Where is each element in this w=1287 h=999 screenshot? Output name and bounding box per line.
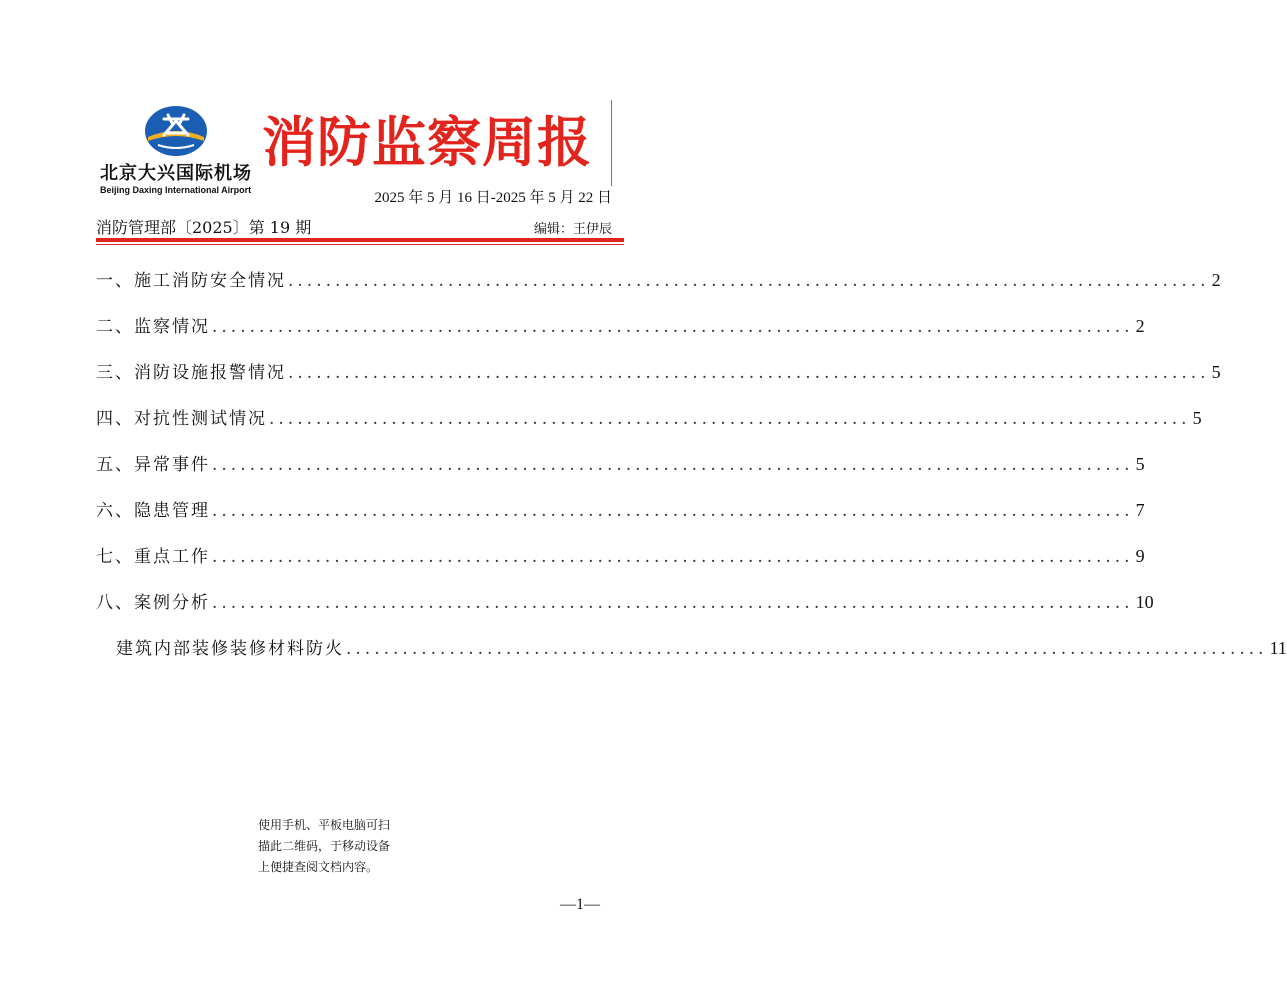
- toc-leader-dots: ..................................................................................................: [212, 501, 1134, 521]
- header-rule-thin: [96, 244, 624, 245]
- toc-entry[interactable]: [96, 404, 1202, 450]
- toc-entry[interactable]: [96, 266, 1221, 312]
- toc-entry[interactable]: [96, 496, 1145, 542]
- qr-code-note: [258, 815, 458, 878]
- toc-leader-dots: ..................................................................................................: [212, 593, 1134, 613]
- toc-entry[interactable]: [96, 312, 1145, 358]
- toc-entry[interactable]: [96, 542, 1145, 588]
- report-title: 消防监察周报: [262, 110, 592, 174]
- toc-entry-page: 2: [1135, 316, 1145, 336]
- masthead-divider: [611, 100, 612, 186]
- toc-entry-page: 5: [1211, 362, 1221, 382]
- issue-number: 消防管理部〔2025〕第 19 期: [96, 218, 312, 237]
- airport-logo: [100, 105, 260, 200]
- toc-entry-label: 八、案例分析: [96, 593, 210, 613]
- toc-entry-page: 10: [1135, 592, 1154, 612]
- toc-entry-page: 5: [1192, 408, 1202, 428]
- toc-leader-dots: ..................................................................................................: [212, 455, 1134, 475]
- toc-entry-label: 七、重点工作: [96, 547, 210, 567]
- editor-credit: 编辑：王伊辰: [533, 222, 612, 237]
- toc-subentry[interactable]: [96, 634, 1287, 680]
- airport-name-cn: 北京大兴国际机场: [100, 163, 252, 184]
- table-of-contents: [96, 266, 1287, 680]
- toc-entry-page: 11: [1269, 638, 1287, 658]
- toc-leader-dots: ..................................................................................................: [346, 639, 1268, 659]
- airport-name-en: Beijing Daxing International Airport: [100, 185, 252, 195]
- qr-note-line: 上便捷查阅文档内容。: [258, 860, 379, 874]
- toc-entry-label: 三、消防设施报警情况: [96, 363, 286, 383]
- toc-entry-label: 一、施工消防安全情况: [96, 271, 286, 291]
- toc-entry-label: 四、对抗性测试情况: [96, 409, 267, 429]
- toc-entry-label: 二、监察情况: [96, 317, 210, 337]
- toc-leader-dots: ..................................................................................................: [269, 409, 1191, 429]
- toc-entry-label: 建筑内部装修装修材料防火: [116, 639, 344, 659]
- toc-entry[interactable]: [96, 358, 1221, 404]
- page-number: —1—: [560, 896, 600, 913]
- toc-entry[interactable]: [96, 588, 1154, 634]
- airport-emblem-icon: [144, 105, 208, 157]
- toc-leader-dots: ..................................................................................................: [212, 317, 1134, 337]
- toc-entry[interactable]: [96, 450, 1145, 496]
- toc-leader-dots: ..................................................................................................: [212, 547, 1134, 567]
- toc-entry-page: 2: [1211, 270, 1221, 290]
- toc-entry-page: 5: [1135, 454, 1145, 474]
- report-date-range: 2025 年 5 月 16 日-2025 年 5 月 22 日: [374, 190, 612, 206]
- toc-leader-dots: ..................................................................................................: [288, 363, 1210, 383]
- toc-entry-label: 五、异常事件: [96, 455, 210, 475]
- qr-note-line: 描此二维码，于移动设备: [258, 839, 391, 853]
- toc-entry-label: 六、隐患管理: [96, 501, 210, 521]
- qr-note-line: 使用手机、平板电脑可扫: [258, 818, 391, 832]
- toc-entry-page: 9: [1135, 546, 1145, 566]
- header-rule-thick: [96, 238, 624, 242]
- toc-leader-dots: ..................................................................................................: [288, 271, 1210, 291]
- toc-entry-page: 7: [1135, 500, 1145, 520]
